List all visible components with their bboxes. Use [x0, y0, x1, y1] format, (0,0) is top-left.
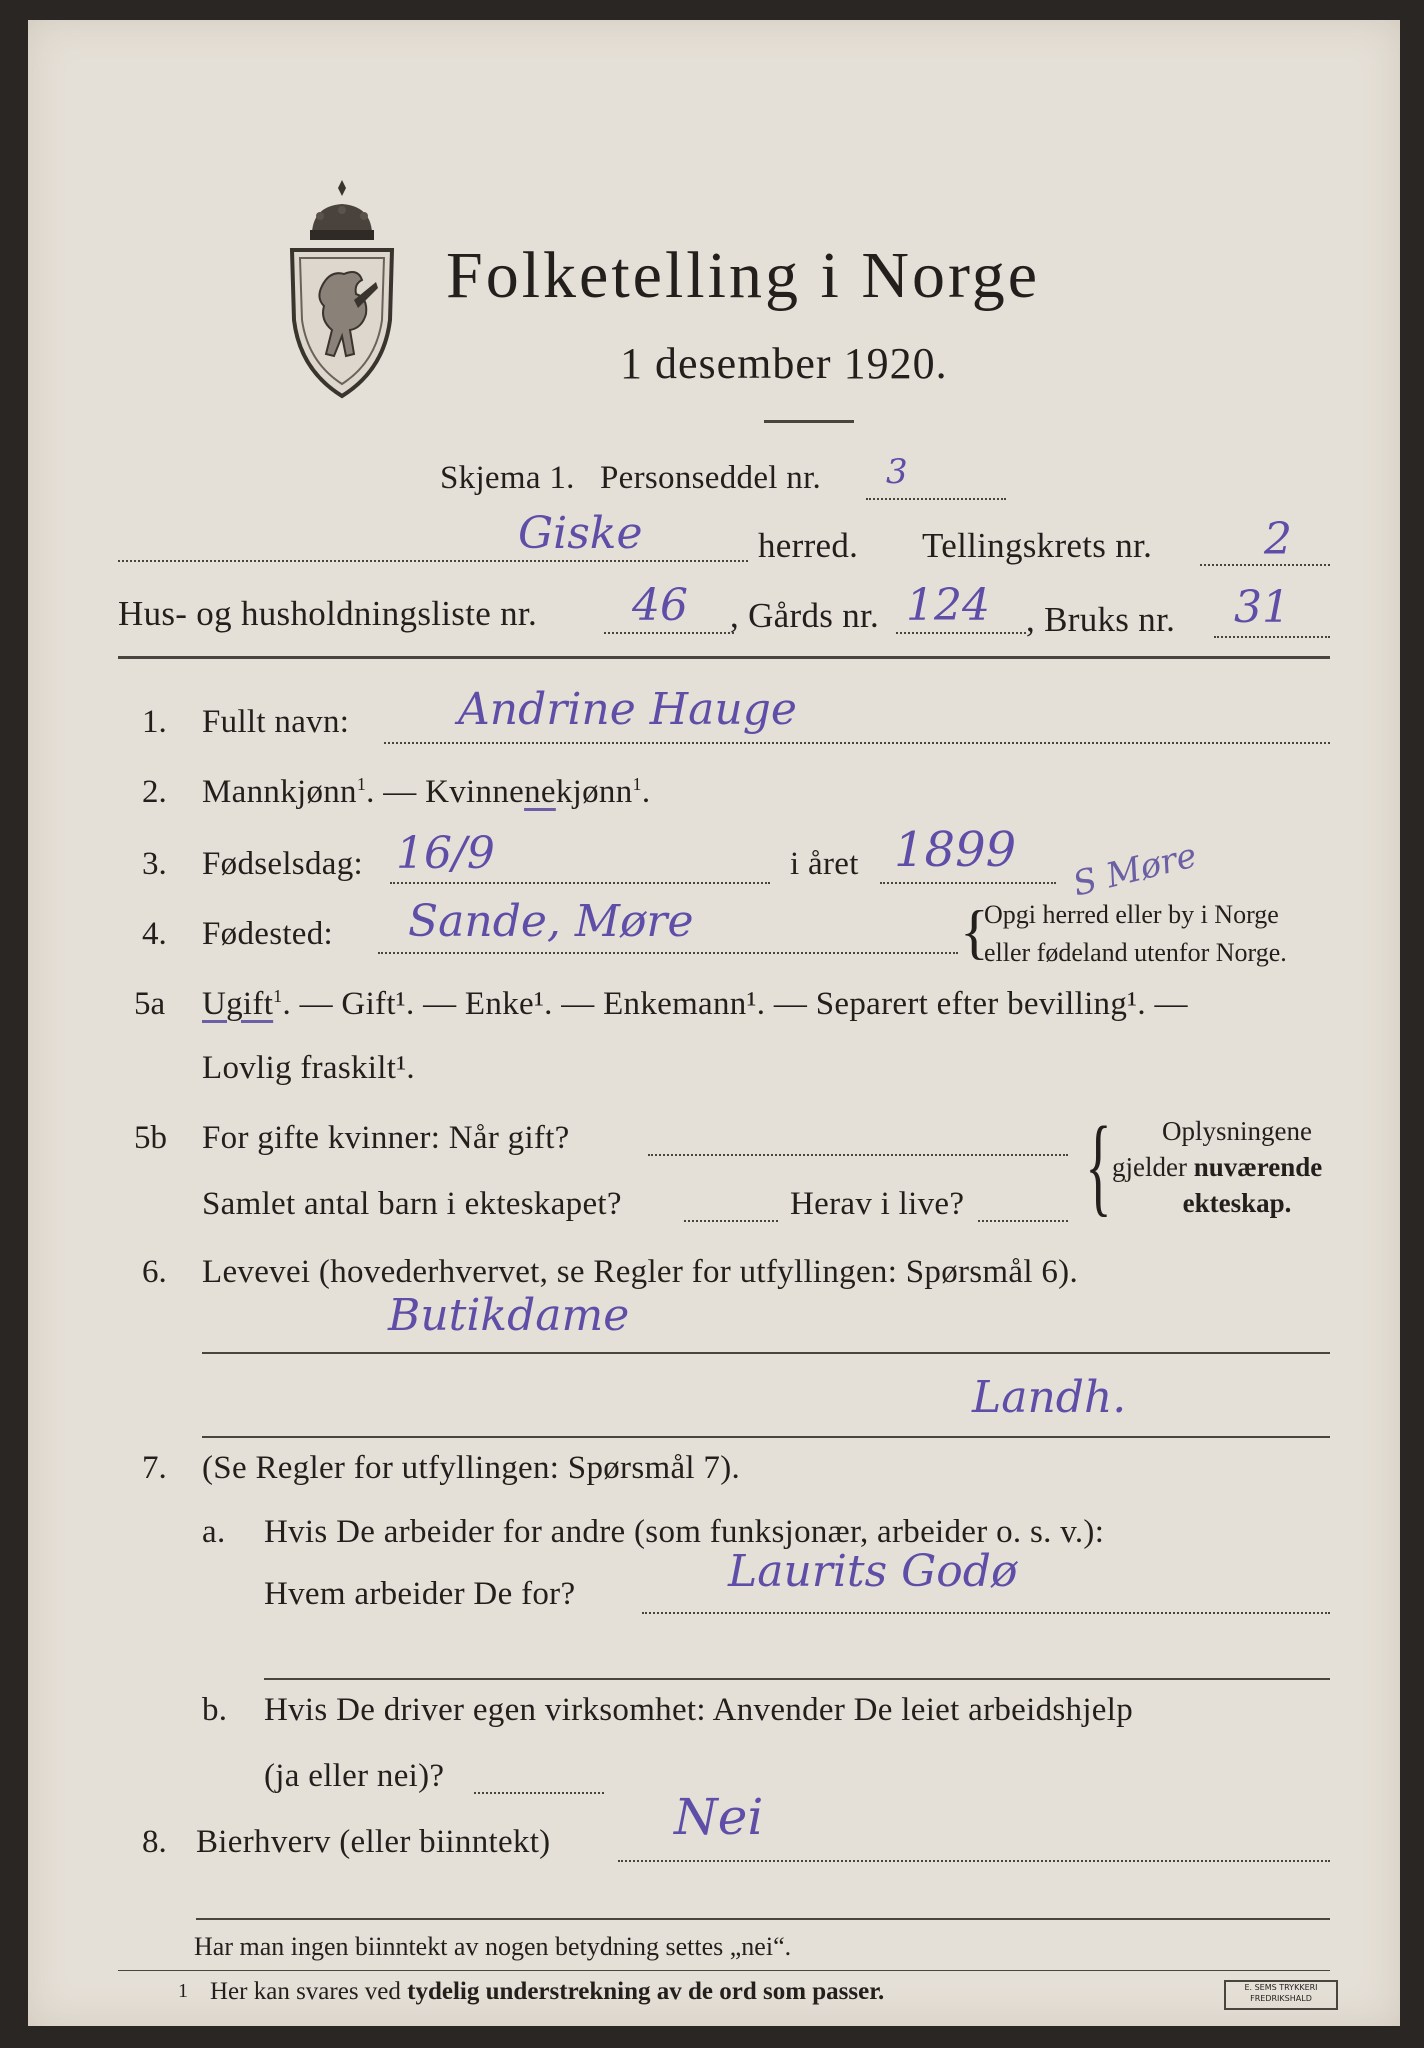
- q4-brace: {: [960, 899, 989, 965]
- q7b-line: [474, 1792, 604, 1794]
- gards-value[interactable]: 124: [906, 580, 990, 631]
- q4-hint-1: Opgi herred eller by i Norge: [984, 900, 1279, 929]
- q6-line-2: [202, 1436, 1330, 1438]
- q5a-line2: Lovlig fraskilt¹.: [202, 1050, 415, 1086]
- q5b-brace: {: [1085, 1104, 1112, 1226]
- personseddel-label: Personseddel nr.: [600, 460, 822, 496]
- q4-label: Fødested:: [202, 916, 334, 952]
- q6-code: Landh.: [972, 1372, 1127, 1423]
- q8-side-income[interactable]: Nei: [674, 1788, 764, 1846]
- q7a-line-extra: [264, 1678, 1330, 1680]
- q5b-children-line: [684, 1220, 778, 1222]
- q5a-options: Ugift$^1$. — Gift¹. — Enke¹. — Enkemann¹. — Separert efter bevilling¹. —: [202, 986, 1188, 1022]
- tellingskrets-value[interactable]: 2: [1264, 514, 1292, 565]
- q7a-employer[interactable]: Laurits Godø: [728, 1546, 1018, 1597]
- bruks-line: [1214, 636, 1330, 638]
- header-rule: [118, 656, 1330, 659]
- printer-stamp: E. SEMS TRYKKERI FREDRIKSHALD: [1224, 1980, 1338, 2010]
- q5b-line1: For gifte kvinner: Når gift?: [202, 1120, 570, 1156]
- q5b-line2: Samlet antal barn i ekteskapet?: [202, 1186, 622, 1222]
- personseddel-line: [866, 498, 1006, 500]
- q8-line-2: [196, 1918, 1330, 1920]
- herred-value[interactable]: Giske: [518, 508, 643, 559]
- census-form: [28, 20, 1400, 2026]
- q7a-line1: Hvis De arbeider for andre (som funksjonær, arbeider o. s. v.):: [264, 1514, 1105, 1550]
- q8-number: 8.: [142, 1824, 167, 1860]
- q5a-ugift[interactable]: Ugift: [202, 986, 274, 1022]
- q7-number: 7.: [142, 1450, 167, 1486]
- q1-number: 1.: [142, 704, 167, 740]
- footer-rule: [118, 1970, 1330, 1971]
- husliste-value[interactable]: 46: [632, 580, 688, 631]
- q7a-line2: Hvem arbeider De for?: [264, 1576, 576, 1612]
- q2-number: 2.: [142, 774, 167, 810]
- q5b-alive-line: [978, 1220, 1068, 1222]
- q2-male[interactable]: Mannkjønn: [202, 774, 357, 810]
- q3-birthdate[interactable]: 16/9: [396, 828, 495, 879]
- q3-line: [390, 882, 770, 884]
- q1-line: [384, 742, 1330, 744]
- q8-label: Bierhverv (eller biinntekt): [196, 1824, 551, 1860]
- bruks-value[interactable]: 31: [1234, 582, 1290, 633]
- q5b-note-3: ekteskap.: [1182, 1188, 1292, 1218]
- footnote: Her kan svares ved tydelig understrekning av de ord som passer.: [210, 1978, 885, 2005]
- q1-full-name[interactable]: Andrine Hauge: [458, 684, 797, 735]
- q7b-line1: Hvis De driver egen virksomhet: Anvender De leiet arbeidshjelp: [264, 1692, 1134, 1728]
- q2-options: Mannkjønn$^1$. — Kvinnenekjønn$^1$.: [202, 774, 651, 810]
- q3-number: 3.: [142, 846, 167, 882]
- herred-line: [118, 560, 748, 562]
- q7b-line2: (ja eller nei)?: [264, 1758, 445, 1794]
- q4-margin-note: S Møre: [1069, 835, 1201, 905]
- q3-birth-year[interactable]: 1899: [894, 822, 1017, 878]
- husliste-line: [604, 632, 734, 634]
- q4-birthplace[interactable]: Sande, Møre: [408, 896, 694, 947]
- q2-female-underline: ne: [524, 774, 556, 810]
- q7b-letter: b.: [202, 1692, 228, 1728]
- gards-line: [896, 632, 1026, 634]
- form-title: Folketelling i Norge: [446, 239, 1041, 312]
- skjema-label: Skjema 1.: [440, 460, 575, 496]
- q5b-married-line: [648, 1154, 1068, 1156]
- q4-number: 4.: [142, 916, 167, 952]
- husliste-label: Hus- og husholdningsliste nr.: [118, 594, 537, 633]
- q2-female[interactable]: Kvinnenekjønn: [425, 774, 633, 810]
- q1-label: Fullt navn:: [202, 704, 350, 740]
- q5b-note-2: gjelder nuværende: [1112, 1152, 1323, 1182]
- q3-year-label: i året: [790, 846, 859, 882]
- q3-label: Fødselsdag:: [202, 846, 363, 882]
- q4-line: [378, 952, 958, 954]
- personseddel-value[interactable]: 3: [886, 452, 908, 492]
- q6-line-1: [202, 1352, 1330, 1354]
- footnote-mark: 1: [178, 1980, 188, 2002]
- title-divider: [764, 420, 854, 423]
- q4-hint-2: eller fødeland utenfor Norge.: [984, 938, 1287, 967]
- q8-line: [618, 1860, 1330, 1862]
- q7a-letter: a.: [202, 1514, 226, 1550]
- footer-note: Har man ingen biinntekt av nogen betydning settes „nei“.: [194, 1932, 792, 1961]
- q5b-note-1: Oplysningene: [1162, 1116, 1312, 1146]
- q6-label: Levevei (hovederhvervet, se Regler for utfyllingen: Spørsmål 6).: [202, 1254, 1079, 1290]
- census-date: 1 desember 1920.: [620, 339, 948, 388]
- q5b-number: 5b: [134, 1120, 167, 1156]
- q6-occupation[interactable]: Butikdame: [388, 1290, 630, 1341]
- q6-number: 6.: [142, 1254, 167, 1290]
- q7-label: (Se Regler for utfyllingen: Spørsmål 7).: [202, 1450, 741, 1486]
- q7a-line: [642, 1612, 1330, 1614]
- q5b-alive: Herav i live?: [790, 1186, 965, 1222]
- norwegian-coat-of-arms-icon: [284, 170, 400, 402]
- tellingskrets-label: Tellingskrets nr.: [922, 526, 1153, 565]
- herred-label: herred.: [758, 526, 859, 565]
- gards-label: , Gårds nr.: [730, 596, 880, 635]
- bruks-label: , Bruks nr.: [1026, 600, 1176, 639]
- q5a-number: 5a: [134, 986, 166, 1022]
- q3-year-line: [880, 882, 1056, 884]
